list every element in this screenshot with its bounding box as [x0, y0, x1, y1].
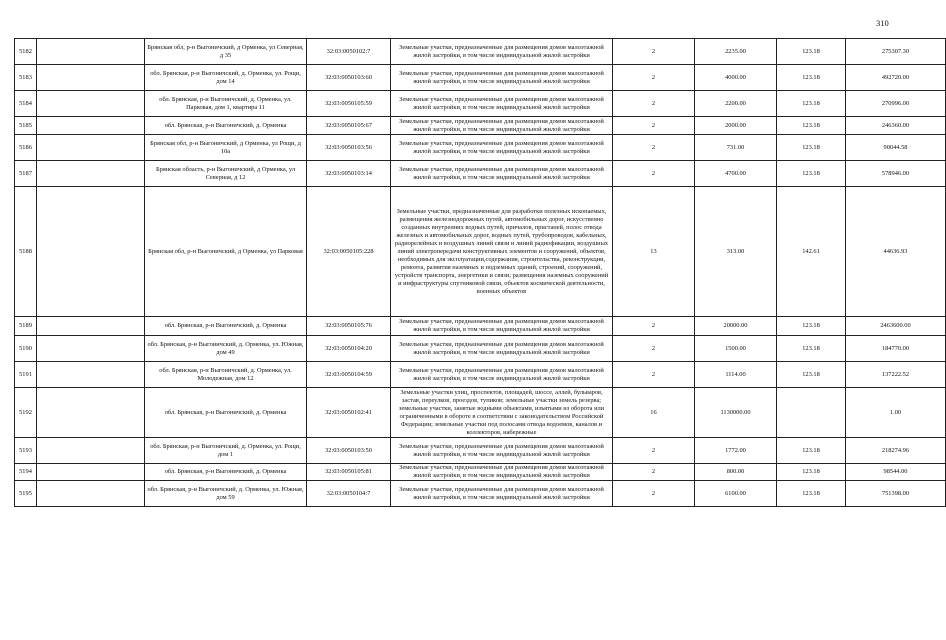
- blank-cell: [37, 464, 145, 481]
- cadastral-number-cell: 32:03:0050103:60: [307, 65, 391, 91]
- use-code-cell: 2: [613, 161, 695, 187]
- table-row: [15, 135, 946, 161]
- registry-body: [15, 39, 946, 507]
- rate-cell: 123.18: [777, 161, 846, 187]
- row-number: 5188: [15, 187, 37, 317]
- use-code-cell: 2: [613, 481, 695, 507]
- row-number: 5193: [15, 438, 37, 464]
- table-row: [15, 317, 946, 336]
- address-cell: обл. Брянская, р-н Выгоничский, д. Орменка: [145, 464, 307, 481]
- table-row: [15, 65, 946, 91]
- address-cell: обл. Брянская, р-н Выгоничский, д. Орменка: [145, 388, 307, 438]
- rate-cell: 123.18: [777, 65, 846, 91]
- use-code-cell: 2: [613, 91, 695, 117]
- address-cell: обл. Брянская, р-н Выгоничский, д. Орменка: [145, 117, 307, 135]
- land-use-cell: Земельные участки, предназначенные для размещения домов малоэтажной жилой застройки, в том числе индивидуальной жилой застройки: [391, 464, 613, 481]
- land-use-cell: Земельные участки, предназначенные для разработки полезных ископаемых, размещения железнодорожных путей, автомобильных дорог, искусственно созданных внутренних водных путей, причалов, пристаней, полос отвода железных и автомобильных дорог, водных путей, трубопроводов, кабельных, радиорелейных и воздушных линий связи и линий радиофикации, воздушных линий электропередачи конструктивных элементов и сооружений, объектов, необходимых для эксплуатации,содержания, строительства, реконструкции, ремонта, развития наземных и подземных зданий, строений, сооружений, устройств транспорта, энергетики и связи; размещения наземных сооружений и инфраструктуры спутниковой связи, объектов космической деятельности, военных объектов: [391, 187, 613, 317]
- land-use-cell: Земельные участки, предназначенные для размещения домов малоэтажной жилой застройки, в том числе индивидуальной жилой застройки: [391, 438, 613, 464]
- table-row: [15, 117, 946, 135]
- blank-cell: [37, 39, 145, 65]
- land-use-cell: Земельные участки, предназначенные для размещения домов малоэтажной жилой застройки, в том числе индивидуальной жилой застройки: [391, 317, 613, 336]
- row-number: 5191: [15, 362, 37, 388]
- blank-cell: [37, 117, 145, 135]
- cost-cell: 751398.00: [846, 481, 946, 507]
- table-row: [15, 336, 946, 362]
- area-cell: 1130000.00: [695, 388, 777, 438]
- table-row: [15, 438, 946, 464]
- area-cell: 4700.00: [695, 161, 777, 187]
- cost-cell: 275307.30: [846, 39, 946, 65]
- land-use-cell: Земельные участки, предназначенные для размещения домов малоэтажной жилой застройки, в том числе индивидуальной жилой застройки: [391, 91, 613, 117]
- use-code-cell: 16: [613, 388, 695, 438]
- land-use-cell: Земельные участки, предназначенные для размещения домов малоэтажной жилой застройки, в том числе индивидуальной жилой застройки: [391, 39, 613, 65]
- row-number: 5190: [15, 336, 37, 362]
- use-code-cell: 2: [613, 65, 695, 91]
- cadastral-number-cell: 32:03:0050103:56: [307, 135, 391, 161]
- blank-cell: [37, 388, 145, 438]
- cost-cell: 270996.00: [846, 91, 946, 117]
- row-number: 5183: [15, 65, 37, 91]
- land-use-cell: Земельные участки улиц, проспектов, площадей, шоссе, аллей, бульваров, застав, переулков, проездов, тупиков; земельные участки земель резерва; земельные участки, занятые водными объектами, изъятыми из оборота или ограниченными в обороте в соответствии с законодательством Российской Федерации; земельные участки под полосами отвода водоемов, каналов и коллекторов, набережные: [391, 388, 613, 438]
- table-row: [15, 91, 946, 117]
- rate-cell: 123.18: [777, 336, 846, 362]
- blank-cell: [37, 317, 145, 336]
- use-code-cell: 2: [613, 438, 695, 464]
- land-use-cell: Земельные участки, предназначенные для размещения домов малоэтажной жилой застройки, в том числе индивидуальной жилой застройки: [391, 117, 613, 135]
- address-cell: Брянская обл, р-н Выгоничский, д Орменка, ул Северная, д 35: [145, 39, 307, 65]
- cadastral-number-cell: 32:03:0050104:7: [307, 481, 391, 507]
- address-cell: обл. Брянская, р-н Выгоничский, д. Орменка, ул. Рощи, дом 14: [145, 65, 307, 91]
- land-use-cell: Земельные участки, предназначенные для размещения домов малоэтажной жилой застройки, в том числе индивидуальной жилой застройки: [391, 481, 613, 507]
- cadastral-number-cell: 32:03:0050105:76: [307, 317, 391, 336]
- rate-cell: 123.18: [777, 362, 846, 388]
- row-number: 5195: [15, 481, 37, 507]
- row-number: 5189: [15, 317, 37, 336]
- row-number: 5187: [15, 161, 37, 187]
- blank-cell: [37, 438, 145, 464]
- blank-cell: [37, 65, 145, 91]
- rate-cell: [777, 388, 846, 438]
- row-number: 5194: [15, 464, 37, 481]
- blank-cell: [37, 362, 145, 388]
- rate-cell: 142.61: [777, 187, 846, 317]
- use-code-cell: 2: [613, 362, 695, 388]
- cadastral-number-cell: 32:03:0050105:81: [307, 464, 391, 481]
- rate-cell: 123.18: [777, 438, 846, 464]
- use-code-cell: 2: [613, 39, 695, 65]
- cost-cell: 578946.00: [846, 161, 946, 187]
- row-number: 5184: [15, 91, 37, 117]
- rate-cell: 123.18: [777, 91, 846, 117]
- address-cell: обл. Брянская, р-н Выгоничский, д. Орменка, ул. Молодежная, дом 12: [145, 362, 307, 388]
- cost-cell: 2463600.00: [846, 317, 946, 336]
- address-cell: Брянская обл, р-н Выгоничский, д Орменка, ул Рощи, д 10а: [145, 135, 307, 161]
- address-cell: Брянская обл, р-н Выгоничский, д Орменка, ул Парковая: [145, 187, 307, 317]
- area-cell: 6100.00: [695, 481, 777, 507]
- blank-cell: [37, 91, 145, 117]
- cadastral-number-cell: 32:03:0050105:228: [307, 187, 391, 317]
- use-code-cell: 2: [613, 336, 695, 362]
- area-cell: 800.00: [695, 464, 777, 481]
- blank-cell: [37, 481, 145, 507]
- rate-cell: 123.18: [777, 39, 846, 65]
- area-cell: 1114.00: [695, 362, 777, 388]
- rate-cell: 123.18: [777, 117, 846, 135]
- cadastral-number-cell: 32:03:0050103:50: [307, 438, 391, 464]
- table-row: [15, 481, 946, 507]
- area-cell: 2000.00: [695, 117, 777, 135]
- cadastral-number-cell: 32:03:0050104:20: [307, 336, 391, 362]
- row-number: 5186: [15, 135, 37, 161]
- cadastral-number-cell: 32:03:0050105:67: [307, 117, 391, 135]
- area-cell: 1772.00: [695, 438, 777, 464]
- row-number: 5185: [15, 117, 37, 135]
- use-code-cell: 13: [613, 187, 695, 317]
- cost-cell: 44636.93: [846, 187, 946, 317]
- table-row: [15, 187, 946, 317]
- cost-cell: 246360.00: [846, 117, 946, 135]
- rate-cell: 123.18: [777, 135, 846, 161]
- table-row: [15, 362, 946, 388]
- area-cell: 731.00: [695, 135, 777, 161]
- use-code-cell: 2: [613, 117, 695, 135]
- use-code-cell: 2: [613, 135, 695, 161]
- cost-cell: 98544.00: [846, 464, 946, 481]
- area-cell: 2235.00: [695, 39, 777, 65]
- address-cell: Брянская область, р-н Выгоничский, д Орменка, ул Северная, д 12: [145, 161, 307, 187]
- land-use-cell: Земельные участки, предназначенные для размещения домов малоэтажной жилой застройки, в том числе индивидуальной жилой застройки: [391, 161, 613, 187]
- rate-cell: 123.18: [777, 317, 846, 336]
- use-code-cell: 2: [613, 317, 695, 336]
- table-row: [15, 388, 946, 438]
- blank-cell: [37, 161, 145, 187]
- area-cell: 4000.00: [695, 65, 777, 91]
- cost-cell: 218274.96: [846, 438, 946, 464]
- land-use-cell: Земельные участки, предназначенные для размещения домов малоэтажной жилой застройки, в том числе индивидуальной жилой застройки: [391, 362, 613, 388]
- rate-cell: 123.18: [777, 464, 846, 481]
- rate-cell: 123.18: [777, 481, 846, 507]
- address-cell: обл. Брянская, р-н Выгоничский, д. Орменка, ул. Рощи, дом 1: [145, 438, 307, 464]
- table-row: [15, 39, 946, 65]
- address-cell: обл. Брянская, р-н Выгоничский, д. Орменка: [145, 317, 307, 336]
- address-cell: обл. Брянская, р-н Выгоничский, д. Орменка, ул. Южная, дом 59: [145, 481, 307, 507]
- blank-cell: [37, 187, 145, 317]
- area-cell: 2200.00: [695, 91, 777, 117]
- cadastral-number-cell: 32:03:0050102:7: [307, 39, 391, 65]
- area-cell: 1500.00: [695, 336, 777, 362]
- cost-cell: 184770.00: [846, 336, 946, 362]
- use-code-cell: 2: [613, 464, 695, 481]
- table-row: [15, 464, 946, 481]
- land-use-cell: Земельные участки, предназначенные для размещения домов малоэтажной жилой застройки, в том числе индивидуальной жилой застройки: [391, 135, 613, 161]
- address-cell: обл. Брянская, р-н Выгоничский, д. Орменка, ул. Парковая, дом 1, квартира 11: [145, 91, 307, 117]
- area-cell: 313.00: [695, 187, 777, 317]
- address-cell: обл. Брянская, р-н Выгоничский, д. Орменка, ул. Южная, дом 49: [145, 336, 307, 362]
- land-use-cell: Земельные участки, предназначенные для размещения домов малоэтажной жилой застройки, в том числе индивидуальной жилой застройки: [391, 336, 613, 362]
- blank-cell: [37, 135, 145, 161]
- land-use-cell: Земельные участки, предназначенные для размещения домов малоэтажной жилой застройки, в том числе индивидуальной жилой застройки: [391, 65, 613, 91]
- cost-cell: 90044.58: [846, 135, 946, 161]
- land-registry-table: [14, 38, 946, 507]
- table-row: [15, 161, 946, 187]
- cadastral-number-cell: 32:03:0050102:41: [307, 388, 391, 438]
- cadastral-number-cell: 32:03:0050104:59: [307, 362, 391, 388]
- cost-cell: 1.00: [846, 388, 946, 438]
- area-cell: 20000.00: [695, 317, 777, 336]
- row-number: 5182: [15, 39, 37, 65]
- cost-cell: 492720.00: [846, 65, 946, 91]
- cadastral-number-cell: 32:03:0050105:59: [307, 91, 391, 117]
- cadastral-number-cell: 32:03:0050103:14: [307, 161, 391, 187]
- blank-cell: [37, 336, 145, 362]
- row-number: 5192: [15, 388, 37, 438]
- cost-cell: 137222.52: [846, 362, 946, 388]
- page-number: 310: [876, 18, 889, 28]
